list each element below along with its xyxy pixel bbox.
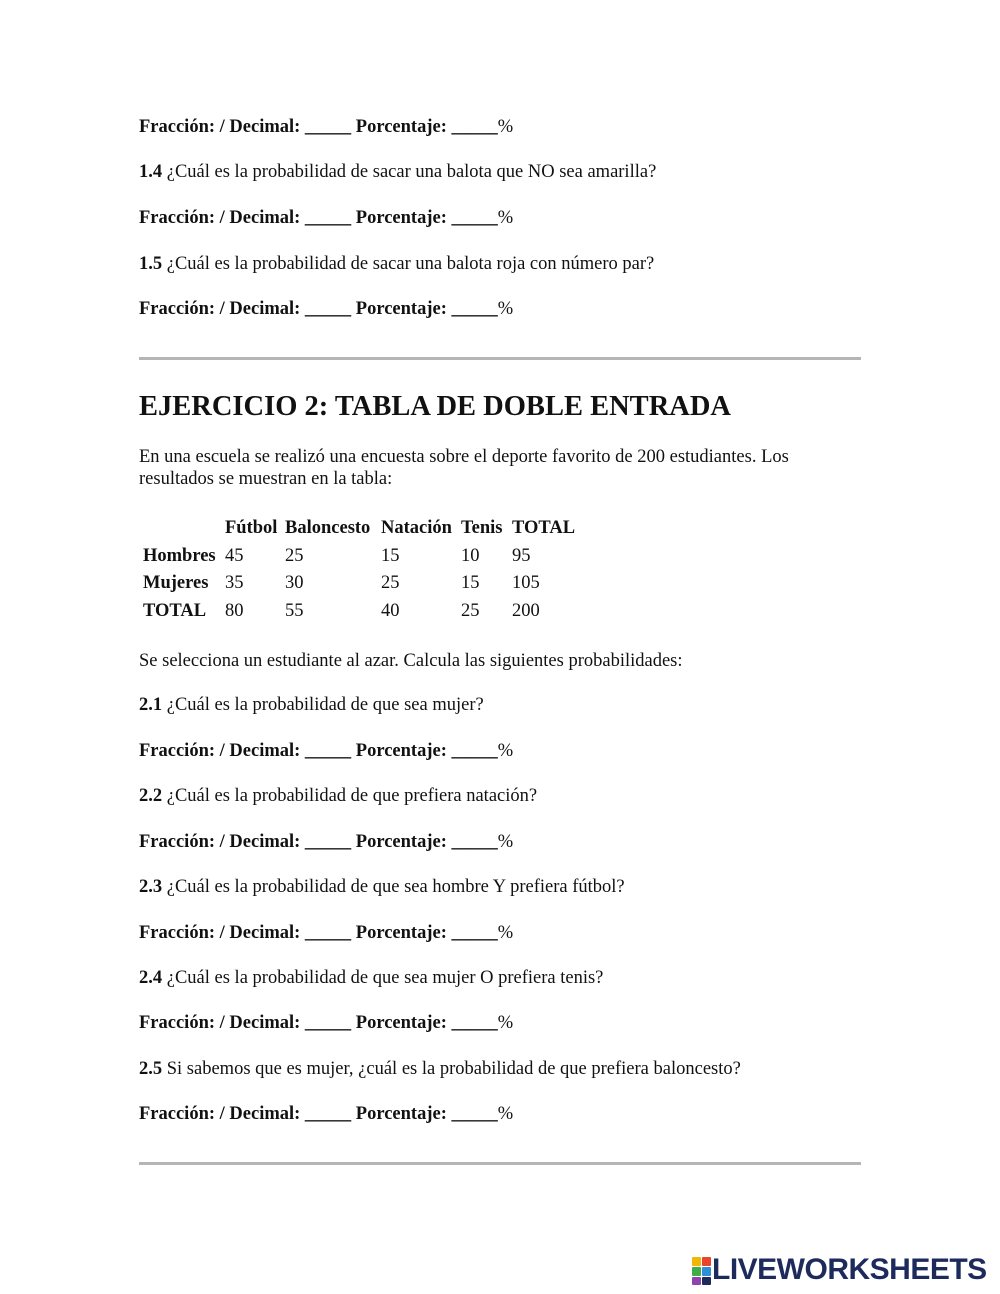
section-divider bbox=[139, 357, 861, 360]
answer-line bbox=[139, 298, 879, 320]
logo-block bbox=[692, 1277, 701, 1285]
question-2-2 bbox=[139, 785, 879, 807]
table-cell: 10 bbox=[461, 546, 480, 566]
table-cell: 200 bbox=[512, 601, 540, 621]
exercise-2-instruction: Se selecciona un estudiante al azar. Calcula las siguientes probabilidades: bbox=[139, 651, 683, 671]
answer-line-label: Fracción: / Decimal: _____ Porcentaje: _____ bbox=[139, 208, 498, 228]
table-header-cell: Fútbol bbox=[225, 518, 278, 538]
question-text: ¿Cuál es la probabilidad de sacar una balota roja con número par? bbox=[162, 254, 655, 274]
answer-line-label: Fracción: / Decimal: _____ Porcentaje: _____ bbox=[139, 117, 498, 137]
answer-line-percent: % bbox=[497, 1013, 514, 1033]
table-cell: 30 bbox=[285, 573, 304, 593]
table-cell: 25 bbox=[461, 601, 480, 621]
table-cell: 105 bbox=[512, 573, 540, 593]
answer-line-label: Fracción: / Decimal: _____ Porcentaje: _____ bbox=[139, 832, 498, 852]
answer-line bbox=[139, 922, 879, 944]
exercise-2-intro: En una escuela se realizó una encuesta sobre el deporte favorito de 200 estudiantes. Los resultados se muestran en la tabla: bbox=[139, 447, 789, 489]
question-text: ¿Cuál es la probabilidad de que sea hombre Y prefiera fútbol? bbox=[162, 877, 625, 897]
logo-block bbox=[692, 1257, 701, 1266]
question-number: 2.1 bbox=[139, 695, 163, 715]
logo-block bbox=[702, 1267, 711, 1276]
question-number: 2.2 bbox=[139, 786, 163, 806]
table-header-cell: Baloncesto bbox=[285, 518, 371, 538]
answer-line-label: Fracción: / Decimal: _____ Porcentaje: _____ bbox=[139, 1104, 498, 1124]
answer-line-label: Fracción: / Decimal: _____ Porcentaje: _____ bbox=[139, 741, 498, 761]
liveworksheets-logo bbox=[692, 1254, 987, 1286]
question-text: ¿Cuál es la probabilidad de que sea mujer O prefiera tenis? bbox=[162, 968, 604, 988]
table-header-cell: Natación bbox=[381, 518, 452, 538]
answer-line bbox=[139, 207, 879, 229]
table-cell: 25 bbox=[381, 573, 400, 593]
table-cell: 55 bbox=[285, 601, 304, 621]
answer-line-percent: % bbox=[497, 741, 514, 761]
question-2-1 bbox=[139, 694, 879, 716]
table-cell: 40 bbox=[381, 601, 400, 621]
question-number: 2.5 bbox=[139, 1059, 163, 1079]
question-number: 1.5 bbox=[139, 254, 163, 274]
question-1-4 bbox=[139, 161, 879, 183]
question-1-5 bbox=[139, 253, 879, 275]
answer-line bbox=[139, 1103, 879, 1125]
answer-line-percent: % bbox=[497, 208, 514, 228]
answer-line-percent: % bbox=[497, 299, 514, 319]
table-row-label: Hombres bbox=[143, 546, 216, 566]
logo-block bbox=[692, 1267, 701, 1276]
question-text: ¿Cuál es la probabilidad de que prefiera natación? bbox=[162, 786, 538, 806]
table-cell: 35 bbox=[225, 573, 244, 593]
logo-block bbox=[702, 1257, 711, 1266]
table-cell: 15 bbox=[461, 573, 480, 593]
table-cell: 15 bbox=[381, 546, 400, 566]
logo-block bbox=[702, 1277, 711, 1285]
answer-line bbox=[139, 116, 879, 138]
liveworksheets-logo-icon bbox=[692, 1257, 710, 1283]
table-cell: 95 bbox=[512, 546, 531, 566]
answer-line-percent: % bbox=[497, 1104, 514, 1124]
question-number: 1.4 bbox=[139, 162, 163, 182]
question-text: ¿Cuál es la probabilidad de sacar una balota que NO sea amarilla? bbox=[162, 162, 657, 182]
question-number: 2.4 bbox=[139, 968, 163, 988]
question-2-4 bbox=[139, 967, 879, 989]
answer-line bbox=[139, 831, 879, 853]
exercise-2-title: EJERCICIO 2: TABLA DE DOBLE ENTRADA bbox=[139, 391, 732, 422]
question-text: Si sabemos que es mujer, ¿cuál es la probabilidad de que prefiera baloncesto? bbox=[162, 1059, 741, 1079]
answer-line-percent: % bbox=[497, 117, 514, 137]
table-row-label: TOTAL bbox=[143, 601, 207, 621]
answer-line-label: Fracción: / Decimal: _____ Porcentaje: _____ bbox=[139, 299, 498, 319]
table-cell: 80 bbox=[225, 601, 244, 621]
table-header-cell: TOTAL bbox=[512, 518, 576, 538]
question-2-5 bbox=[139, 1058, 879, 1080]
answer-line bbox=[139, 740, 879, 762]
answer-line-percent: % bbox=[497, 923, 514, 943]
question-2-3 bbox=[139, 876, 879, 898]
liveworksheets-logo-text: LIVEWORKSHEETS bbox=[712, 1253, 987, 1286]
table-cell: 25 bbox=[285, 546, 304, 566]
table-cell: 45 bbox=[225, 546, 244, 566]
question-number: 2.3 bbox=[139, 877, 163, 897]
answer-line bbox=[139, 1012, 879, 1034]
table-row-label: Mujeres bbox=[143, 573, 209, 593]
answer-line-percent: % bbox=[497, 832, 514, 852]
question-text: ¿Cuál es la probabilidad de que sea mujer? bbox=[162, 695, 484, 715]
answer-line-label: Fracción: / Decimal: _____ Porcentaje: _____ bbox=[139, 923, 498, 943]
section-divider bbox=[139, 1162, 861, 1165]
answer-line-label: Fracción: / Decimal: _____ Porcentaje: _____ bbox=[139, 1013, 498, 1033]
table-header-cell: Tenis bbox=[461, 518, 503, 538]
